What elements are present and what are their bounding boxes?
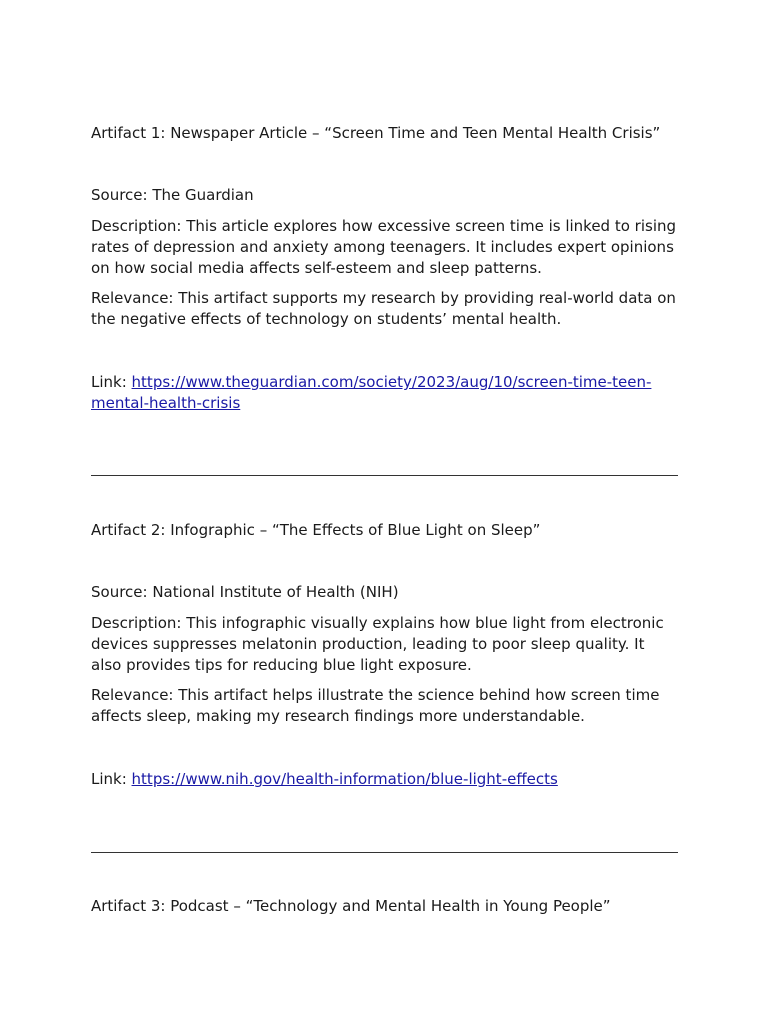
artifact-2-source: Source: National Institute of Health (NIH) [91, 583, 399, 601]
artifact-1-link[interactable]: https://www.theguardian.com/society/2023/aug/10/screen-time-teen-mental-health-crisis [91, 373, 652, 412]
artifact-3-title: Artifact 3: Podcast – “Technology and Mental Health in Young People” [91, 897, 611, 915]
section-divider-1 [91, 475, 678, 476]
artifact-2-link-line [91, 769, 678, 790]
artifact-2-link-label: Link: [91, 770, 132, 788]
artifact-1-title: Artifact 1: Newspaper Article – “Screen Time and Teen Mental Health Crisis” [91, 124, 661, 142]
artifact-1-relevance: Relevance: This artifact supports my research by providing real-world data on the negative effects of technology on students’ mental health. [91, 289, 676, 328]
artifact-2-link[interactable]: https://www.nih.gov/health-information/blue-light-effects [131, 770, 558, 788]
section-divider-2 [91, 852, 678, 853]
artifact-1-link-line [91, 372, 678, 414]
artifact-2-relevance: Relevance: This artifact helps illustrate the science behind how screen time affects sleep, making my research findings more understandable. [91, 686, 660, 725]
artifact-2-title: Artifact 2: Infographic – “The Effects of Blue Light on Sleep” [91, 521, 541, 539]
artifact-2-description: Description: This infographic visually explains how blue light from electronic devices suppresses melatonin production, leading to poor sleep quality. It also provides tips for reducing blue light exposure. [91, 614, 664, 674]
artifact-1-link-label: Link: [91, 373, 132, 391]
artifact-1-source: Source: The Guardian [91, 186, 254, 204]
artifact-1-description: Description: This article explores how excessive screen time is linked to rising rates of depression and anxiety among teenagers. It includes expert opinions on how social media affects self-esteem and sleep patterns. [91, 217, 677, 277]
